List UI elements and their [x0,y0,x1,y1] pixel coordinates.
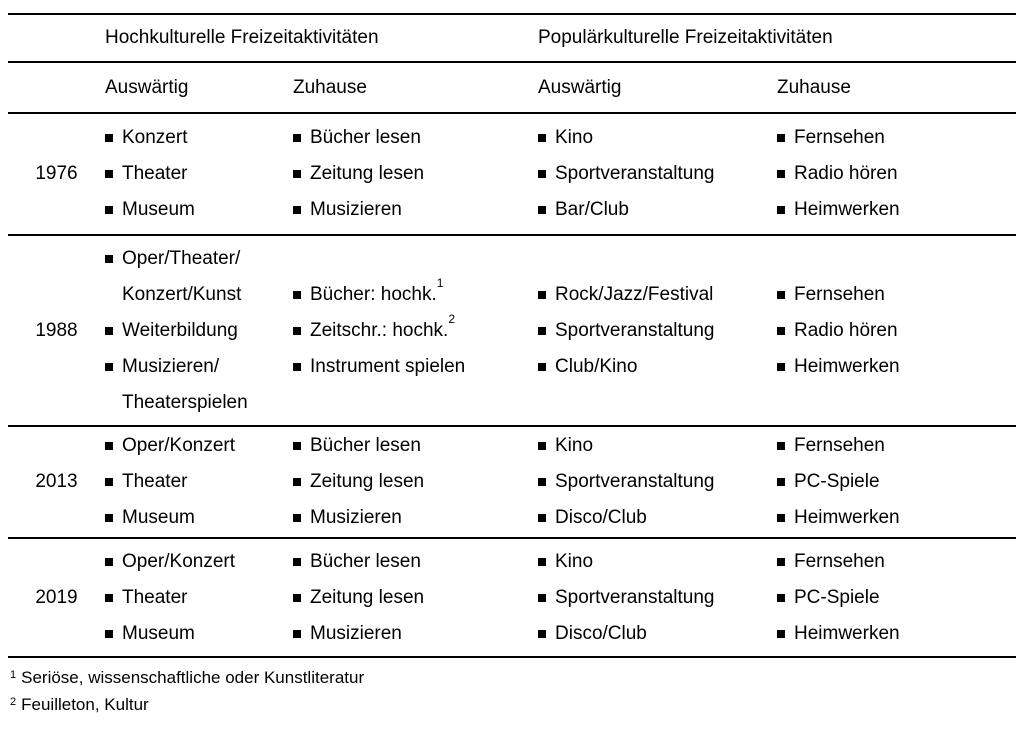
activity-label: Radio hören [794,163,898,184]
activity-label: Museum [122,199,195,220]
bullet-icon [777,558,785,566]
activity-item [105,544,287,580]
activity-label: Disco/Club [555,507,647,528]
activity-label: Bücher: hochk.$^1$ [310,275,444,305]
bullet-icon [293,594,301,602]
bullet-icon [105,630,113,638]
activity-label: Fernsehen [794,550,885,572]
bullet-icon [105,255,113,263]
leisure-activities-table [8,13,1016,658]
activity-item [105,241,287,277]
bullet-icon [538,558,546,566]
activity-item [105,313,287,349]
activity-item [105,580,287,616]
bullet-icon [538,594,546,602]
activity-label: Oper/Konzert [122,550,235,572]
bullet-icon [777,134,785,142]
activity-cell [105,539,293,656]
activity-item [293,349,532,385]
activity-label: Zeitung lesen [310,471,425,492]
bullet-icon [538,514,546,522]
bullet-icon [105,134,113,142]
bullet-icon [538,291,546,299]
activity-cell [293,114,538,234]
activity-item [777,616,1010,652]
bullet-icon [777,170,785,178]
activity-label: Sportveranstaltung [555,471,715,492]
activity-label: Club/Kino [555,355,638,377]
activity-label: Sportveranstaltung [555,163,715,184]
bullet-icon [538,134,546,142]
activity-cell [777,114,1016,234]
bullet-icon [777,363,785,371]
activity-label: Sportveranstaltung [555,319,715,341]
bullet-icon [293,291,301,299]
bullet-icon [538,630,546,638]
footnotes [8,658,1016,722]
activity-item [538,349,771,385]
activity-label: Kino [555,550,594,572]
footnote-number: 1 [10,669,17,682]
activity-item [105,616,287,652]
activity-cell [538,114,777,234]
activity-label: Museum [122,622,195,644]
bullet-icon [777,442,785,450]
activity-label: Zeitschr.: hochk.$^2$ [310,311,456,341]
column-header-year-spacer [8,63,105,112]
table-row [8,427,1016,539]
bullet-icon [293,514,301,522]
activity-item [293,464,532,500]
bullet-icon [105,478,113,486]
bullet-icon [105,558,113,566]
column-header-zuhause-populaerkulturell: Zuhause [777,76,851,98]
bullet-icon [293,170,301,178]
bullet-icon [777,594,785,602]
activity-label: Fernsehen [794,435,885,456]
column-header-auswaertig-populaerkulturell: Auswärtig [538,76,622,98]
activity-cell [777,427,1016,537]
column-header-zuhause-hochkulturell: Zuhause [293,76,367,98]
activity-label: Theater [122,471,188,492]
bullet-icon [293,442,301,450]
activity-label: Heimwerken [794,507,900,528]
column-header-auswaertig-hochkulturell: Auswärtig [105,76,189,98]
bullet-icon [538,327,546,335]
activity-item [538,616,771,652]
bullet-icon [105,363,113,371]
activity-cell [293,236,538,425]
activity-cell [105,236,293,425]
activity-label: Bar/Club [555,199,629,220]
activity-item [538,277,771,313]
year-label: 2013 [35,471,78,492]
activity-item [777,544,1010,580]
activity-item [293,616,532,652]
bullet-icon [777,630,785,638]
activity-label: Fernsehen [794,127,885,148]
activity-label: Bücher lesen [310,550,421,572]
activity-cell [105,427,293,537]
footnote-ref: 1 [436,275,444,290]
activity-item [777,120,1010,156]
activity-item [777,156,1010,192]
activity-item [777,500,1010,536]
activity-item-wrap [105,385,287,421]
bullet-icon [538,206,546,214]
activity-item [777,428,1010,464]
bullet-icon [538,442,546,450]
bullet-icon [777,327,785,335]
activity-label: Instrument spielen [310,355,466,377]
activity-item [538,500,771,536]
bullet-icon [105,206,113,214]
group-header-populaerkulturell: Populärkulturelle Freizeitaktivitäten [538,27,833,48]
activity-cell [777,236,1016,425]
activity-item [105,156,287,192]
bullet-icon [538,363,546,371]
bullet-indent [105,291,113,299]
activity-label: Musizieren [310,199,402,220]
activity-cell [777,539,1016,656]
activity-label: Heimwerken [794,622,900,644]
footnote-text: Seriöse, wissenschaftliche oder Kunstliteratur [21,668,365,687]
year-label: 1988 [35,319,78,341]
activity-label: Zeitung lesen [310,163,425,184]
footnote [10,695,1016,722]
activity-item [777,349,1010,385]
bullet-icon [538,478,546,486]
activity-item [538,580,771,616]
bullet-icon [293,478,301,486]
bullet-icon [293,630,301,638]
activity-item [293,277,532,313]
bullet-icon [105,514,113,522]
table-row [8,114,1016,236]
activity-label: Oper/Theater/ [122,247,241,269]
activity-label: Bücher lesen [310,127,421,148]
bullet-icon [293,134,301,142]
activity-label: Oper/Konzert [122,435,235,456]
activity-label: Museum [122,507,195,528]
activity-label: Theaterspielen [122,391,248,413]
activity-label: Theater [122,586,188,608]
activity-item [777,313,1010,349]
footnote-ref: 2 [448,311,456,326]
group-header-row [8,13,1016,63]
activity-item [538,464,771,500]
bullet-icon [777,514,785,522]
activity-item [777,277,1010,313]
activity-item [105,192,287,228]
activity-label: Disco/Club [555,622,647,644]
bullet-icon [293,327,301,335]
activity-label: Konzert/Kunst [122,283,242,305]
activity-item [293,544,532,580]
activity-item [538,156,771,192]
group-header-hochkulturell: Hochkulturelle Freizeitaktivitäten [105,27,379,48]
activity-label: Radio hören [794,319,898,341]
activity-item [293,313,532,349]
bullet-icon [105,594,113,602]
activity-item [293,428,532,464]
activity-item [105,120,287,156]
bullet-icon [293,206,301,214]
activity-item [293,500,532,536]
activity-item [777,192,1010,228]
activity-label: Bücher lesen [310,435,421,456]
activity-item [105,500,287,536]
activity-cell [538,236,777,425]
bullet-icon [538,170,546,178]
activity-item [538,313,771,349]
activity-item [538,428,771,464]
activity-cell [105,114,293,234]
bullet-icon [105,170,113,178]
activity-label: Sportveranstaltung [555,586,715,608]
activity-item [105,428,287,464]
activity-item [293,120,532,156]
activity-cell [293,427,538,537]
footnote-text: Feuilleton, Kultur [21,695,149,714]
activity-label: Heimwerken [794,355,900,377]
activity-label: Musizieren [310,507,402,528]
activity-cell [293,539,538,656]
activity-item [293,192,532,228]
footnote-number: 2 [10,696,17,709]
activity-label: Rock/Jazz/Festival [555,283,714,305]
bullet-icon [777,478,785,486]
column-header-row [8,63,1016,114]
table-row [8,236,1016,427]
bullet-icon [777,206,785,214]
activity-item [293,156,532,192]
activity-item [777,580,1010,616]
activity-label: Kino [555,127,594,148]
activity-label: Weiterbildung [122,319,238,341]
activity-label: Zeitung lesen [310,586,425,608]
activity-label: PC-Spiele [794,586,880,608]
bullet-icon [777,291,785,299]
bullet-indent [105,399,113,407]
activity-item [105,349,287,385]
activity-item [538,192,771,228]
activity-item [538,544,771,580]
activity-item [777,464,1010,500]
activity-label: Fernsehen [794,283,885,305]
year-label: 2019 [35,586,78,608]
activity-label: Theater [122,163,188,184]
activity-label: Kino [555,435,594,456]
activity-item-wrap [105,277,287,313]
activity-label: Musizieren [310,622,402,644]
year-label: 1976 [35,163,78,184]
footnote [10,668,1016,695]
bullet-icon [105,442,113,450]
bullet-icon [293,363,301,371]
bullet-icon [293,558,301,566]
activity-cell [538,539,777,656]
bullet-icon [105,327,113,335]
activity-label: PC-Spiele [794,471,880,492]
table-body [8,114,1016,658]
activity-label: Musizieren/ [122,355,220,377]
activity-item [538,120,771,156]
activity-label: Heimwerken [794,199,900,220]
group-header-year-spacer [8,15,105,61]
table-row [8,539,1016,658]
activity-cell [538,427,777,537]
activity-label: Konzert [122,127,188,148]
activity-item [105,464,287,500]
activity-item [293,580,532,616]
